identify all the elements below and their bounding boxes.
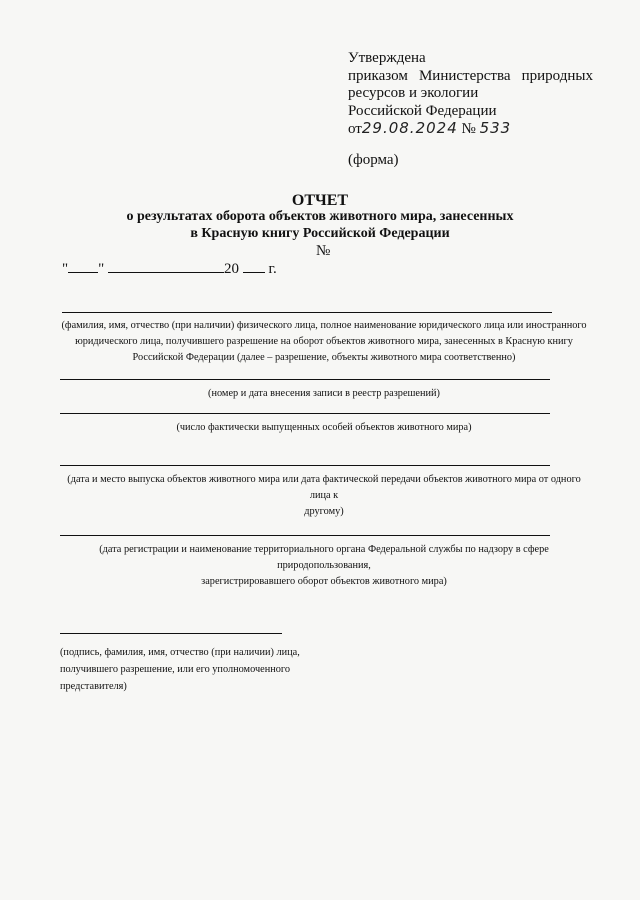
fill-line-applicant[interactable] [62, 312, 552, 313]
caption-registry [60, 386, 588, 402]
caption-line: (фамилия, имя, отчество (при наличии) физического лица, полное наименование юридического лица или иностранного [61, 320, 587, 331]
year-suffix: г. [268, 261, 277, 277]
report-title: ОТЧЕТ [291, 192, 349, 209]
approval-word: Министерства [418, 67, 511, 84]
approval-word: приказом [348, 67, 408, 84]
caption-line: (дата и место выпуска объектов животного мира или дата фактической передачи объектов животного мира от одного лица к [67, 474, 581, 501]
caption-line: (подпись, фамилия, имя, отчество (при наличии) лица, [60, 647, 300, 658]
signature-line[interactable] [60, 633, 282, 634]
report-subtitle-2: в Красную книгу Российской Федерации [190, 226, 450, 241]
approval-stamp [348, 50, 593, 139]
caption-applicant [60, 318, 588, 366]
caption-line: (дата регистрации и наименование территориального органа Федеральной службы по надзору в сфере природопользования, [99, 544, 549, 571]
fill-line-count[interactable] [60, 413, 550, 414]
caption-release [60, 472, 588, 520]
day-blank[interactable] [68, 258, 98, 273]
report-number-sign: № [316, 243, 331, 259]
year-prefix: 20 [224, 261, 239, 277]
fill-line-registration[interactable] [60, 535, 550, 536]
caption-line: (номер и дата внесения записи в реестр разрешений) [208, 388, 440, 399]
approval-line-1: Утверждена [348, 50, 426, 66]
fill-line-registry[interactable] [60, 379, 550, 380]
approval-line-3: ресурсов и экологии [348, 85, 479, 101]
approval-word: природных [521, 67, 593, 84]
caption-count [60, 420, 588, 436]
handwritten-number: 533 [479, 119, 512, 137]
report-subtitle-1: о результатах оборота объектов животного мира, занесенных [126, 209, 514, 224]
number-sign: № [461, 121, 476, 137]
caption-line: получившего разрешение, или его уполномоченного [60, 664, 290, 675]
caption-line: Российской Федерации (далее – разрешение, объекты животного мира соответственно) [132, 352, 516, 363]
signature-caption [60, 644, 300, 695]
month-blank[interactable] [108, 258, 224, 273]
handwritten-date: 29.08.2024 [361, 119, 458, 137]
caption-line: (число фактически выпущенных особей объектов животного мира) [176, 422, 472, 433]
caption-line: юридического лица, получившего разрешение на оборот объектов животного мира, занесенных в Красную книгу [75, 336, 573, 347]
form-label: (форма) [348, 152, 399, 168]
report-date-line [62, 258, 277, 278]
caption-line: представителя) [60, 681, 127, 692]
approval-line-2 [348, 68, 593, 86]
caption-line: другому) [304, 506, 344, 517]
date-prefix: от [348, 121, 362, 137]
quote-open: " [62, 261, 69, 277]
quote-close: " [98, 261, 105, 277]
caption-line: зарегистрировавшего оборот объектов животного мира) [201, 576, 447, 587]
caption-registration [60, 542, 588, 590]
fill-line-release[interactable] [60, 465, 550, 466]
approval-date-line [348, 120, 593, 139]
approval-line-4: Российской Федерации [348, 102, 497, 119]
year-blank[interactable] [243, 258, 265, 273]
